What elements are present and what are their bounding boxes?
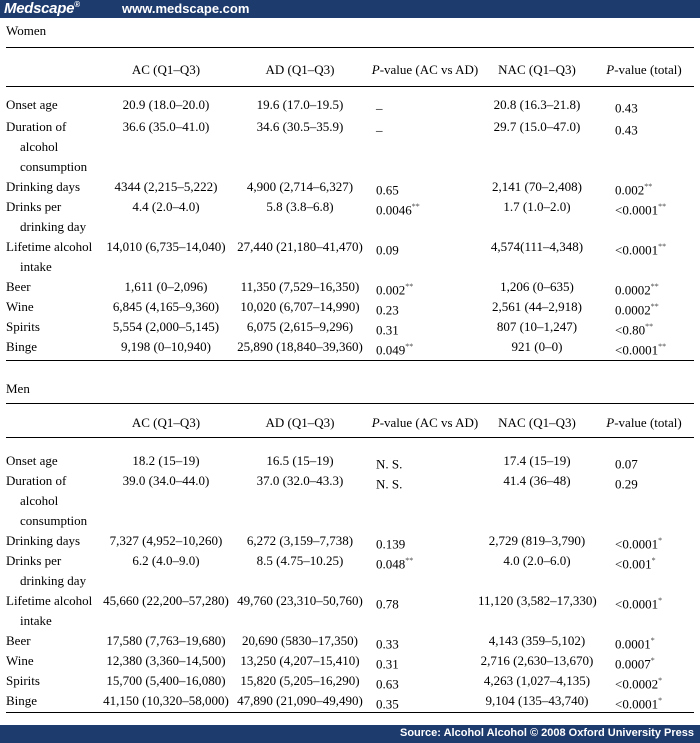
row-label: Binge: [6, 693, 38, 708]
row-label: Onset age: [6, 97, 58, 112]
col-ad-header: AD (Q1–Q3): [265, 415, 335, 430]
men-header-rule: [6, 437, 694, 438]
cell-nac: 11,120 (3,582–17,330): [478, 593, 597, 608]
cell-ad: 13,250 (4,207–15,410): [240, 653, 360, 668]
cell-nac: 4,263 (1,027–4,135): [483, 673, 591, 688]
cell-ac: 14,010 (6,735–14,040): [106, 239, 226, 254]
cell-nac: 41.4 (36–48): [503, 473, 571, 488]
cell-ad: 8.5 (4.75–10.25): [256, 553, 344, 568]
cell-ac: 5,554 (2,000–5,145): [112, 319, 220, 334]
cell-nac: 4,143 (359–5,102): [488, 633, 586, 648]
site-url-link[interactable]: www.medscape.com: [122, 1, 250, 16]
cell-ac: 12,380 (3,360–14,500): [106, 653, 226, 668]
cell-p-total: 0.0001*: [615, 636, 655, 652]
cell-ad: 11,350 (7,529–16,350): [240, 279, 360, 294]
cell-p-total: 0.43: [615, 100, 638, 116]
cell-p-total: <0.0002*: [615, 676, 663, 692]
col-p-ac-ad-header: P-value (AC vs AD): [371, 415, 479, 430]
row-label: Lifetime alcohol intake: [6, 239, 93, 274]
row-label: Drinking days: [6, 179, 81, 194]
cell-ad: 16.5 (15–19): [266, 453, 334, 468]
cell-ad: 10,020 (6,707–14,990): [240, 299, 360, 314]
row-label: Spirits: [6, 319, 40, 334]
row-label: Beer: [6, 633, 31, 648]
cell-p-ac-ad: 0.78: [376, 596, 399, 612]
cell-p-ac-ad: 0.35: [376, 696, 399, 712]
cell-ac: 39.0 (34.0–44.0): [122, 473, 210, 488]
cell-ac: 17,580 (7,763–19,680): [106, 633, 226, 648]
women-header-rule: [6, 86, 694, 87]
women-section-title: Women: [6, 23, 47, 38]
cell-p-ac-ad: 0.049**: [376, 342, 414, 358]
row-label: Wine: [6, 653, 34, 668]
cell-p-total: 0.0007*: [615, 656, 655, 672]
cell-ac: 18.2 (15–19): [132, 453, 200, 468]
cell-ac: 6.2 (4.0–9.0): [132, 553, 200, 568]
cell-p-ac-ad: 0.139: [376, 536, 406, 552]
cell-nac: 2,716 (2,630–13,670): [480, 653, 594, 668]
cell-nac: 1,206 (0–635): [500, 279, 574, 294]
women-table-top-rule: [6, 47, 694, 48]
cell-ad: 4,900 (2,714–6,327): [246, 179, 354, 194]
cell-p-ac-ad: 0.0046**: [376, 202, 420, 218]
cell-nac: 921 (0–0): [511, 339, 563, 354]
col-ad-header: AD (Q1–Q3): [265, 62, 335, 77]
women-table-bottom-rule: [6, 360, 694, 361]
cell-p-total: 0.0002**: [615, 282, 659, 298]
medscape-logo[interactable]: Medscape®: [4, 0, 80, 17]
cell-nac: 2,729 (819–3,790): [488, 533, 586, 548]
cell-p-total: <0.0001*: [615, 536, 663, 552]
cell-ad: 27,440 (21,180–41,470): [237, 239, 363, 254]
cell-nac: 29.7 (15.0–47.0): [493, 119, 581, 134]
cell-ac: 4344 (2,215–5,222): [114, 179, 218, 194]
cell-p-ac-ad: 0.23: [376, 302, 399, 318]
cell-ad: 5.8 (3.8–6.8): [266, 199, 334, 214]
footer-bar: [0, 725, 700, 743]
cell-ac: 1,611 (0–2,096): [124, 279, 208, 294]
cell-ac: 6,845 (4,165–9,360): [112, 299, 220, 314]
cell-p-ac-ad: 0.048**: [376, 556, 414, 572]
cell-p-ac-ad: N. S.: [376, 456, 403, 472]
source-credit: Source: Alcohol Alcohol © 2008 Oxford University Press: [400, 727, 694, 739]
cell-p-total: <0.0001**: [615, 342, 667, 358]
cell-ac: 9,198 (0–10,940): [121, 339, 211, 354]
header-bar: [0, 0, 700, 18]
cell-p-ac-ad: N. S.: [376, 476, 403, 492]
cell-p-total: 0.43: [615, 122, 638, 138]
cell-p-total: 0.0002**: [615, 302, 659, 318]
col-ac-header: AC (Q1–Q3): [131, 62, 201, 77]
row-label: Onset age: [6, 453, 58, 468]
cell-p-ac-ad: 0.31: [376, 322, 399, 338]
cell-ac: 4.4 (2.0–4.0): [132, 199, 200, 214]
cell-ad: 34.6 (30.5–35.9): [256, 119, 344, 134]
row-label: Beer: [6, 279, 31, 294]
cell-ad: 15,820 (5,205–16,290): [240, 673, 360, 688]
cell-p-ac-ad: 0.65: [376, 182, 399, 198]
cell-p-total: 0.07: [615, 456, 638, 472]
cell-p-total: <0.001*: [615, 556, 656, 572]
cell-nac: 1.7 (1.0–2.0): [503, 199, 571, 214]
cell-nac: 2,141 (70–2,408): [492, 179, 582, 194]
cell-nac: 807 (10–1,247): [496, 319, 578, 334]
men-table-top-rule: [6, 403, 694, 404]
cell-p-total: <0.0001*: [615, 596, 663, 612]
cell-nac: 2,561 (44–2,918): [492, 299, 582, 314]
cell-nac: 4,574(111–4,348): [490, 239, 584, 254]
cell-nac: 4.0 (2.0–6.0): [503, 553, 571, 568]
col-nac-header: NAC (Q1–Q3): [498, 415, 576, 430]
cell-p-total: <0.0001*: [615, 696, 663, 712]
cell-nac: 20.8 (16.3–21.8): [493, 97, 581, 112]
cell-ad: 49,760 (23,310–50,760): [237, 593, 363, 608]
row-label: Drinking days: [6, 533, 81, 548]
cell-ad: 6,272 (3,159–7,738): [246, 533, 354, 548]
cell-p-ac-ad: 0.33: [376, 636, 399, 652]
cell-ad: 20,690 (5830–17,350): [242, 633, 358, 648]
cell-p-ac-ad: 0.09: [376, 242, 399, 258]
women-header-row: [0, 62, 700, 80]
col-ac-header: AC (Q1–Q3): [131, 415, 201, 430]
men-section-title: Men: [6, 381, 30, 396]
men-header-row: [0, 415, 700, 433]
col-p-ac-ad-header: P-value (AC vs AD): [371, 62, 479, 77]
cell-p-ac-ad: 0.002**: [376, 282, 414, 298]
cell-ac: 36.6 (35.0–41.0): [122, 119, 210, 134]
cell-p-ac-ad: –: [376, 122, 383, 138]
cell-ad: 19.6 (17.0–19.5): [256, 97, 344, 112]
cell-p-ac-ad: 0.63: [376, 676, 399, 692]
cell-nac: 9,104 (135–43,740): [485, 693, 589, 708]
cell-p-total: 0.002**: [615, 182, 653, 198]
row-label: Drinks per drinking day: [6, 199, 87, 234]
row-label: Binge: [6, 339, 38, 354]
row-label: Duration of alcohol consumption: [6, 473, 88, 528]
cell-ac: 20.9 (18.0–20.0): [122, 97, 210, 112]
col-p-total-header: P-value (total): [606, 415, 682, 430]
row-label: Duration of alcohol consumption: [6, 119, 88, 174]
cell-ac: 7,327 (4,952–10,260): [109, 533, 223, 548]
cell-p-ac-ad: 0.31: [376, 656, 399, 672]
col-nac-header: NAC (Q1–Q3): [498, 62, 576, 77]
cell-p-total: <0.0001**: [615, 202, 667, 218]
col-p-total-header: P-value (total): [606, 62, 682, 77]
cell-ac: 15,700 (5,400–16,080): [106, 673, 226, 688]
cell-ad: 25,890 (18,840–39,360): [237, 339, 363, 354]
cell-ad: 6,075 (2,615–9,296): [246, 319, 354, 334]
row-label: Spirits: [6, 673, 40, 688]
cell-p-total: <0.80**: [615, 322, 654, 338]
cell-ad: 37.0 (32.0–43.3): [256, 473, 344, 488]
cell-p-ac-ad: –: [376, 100, 383, 116]
row-label: Drinks per drinking day: [6, 553, 87, 588]
cell-p-total: <0.0001**: [615, 242, 667, 258]
row-label: Lifetime alcohol intake: [6, 593, 93, 628]
men-table-bottom-rule: [6, 712, 694, 713]
cell-ac: 45,660 (22,200–57,280): [103, 593, 229, 608]
cell-ad: 47,890 (21,090–49,490): [237, 693, 363, 708]
cell-p-total: 0.29: [615, 476, 638, 492]
cell-ac: 41,150 (10,320–58,000): [103, 693, 229, 708]
cell-nac: 17.4 (15–19): [503, 453, 571, 468]
row-label: Wine: [6, 299, 34, 314]
